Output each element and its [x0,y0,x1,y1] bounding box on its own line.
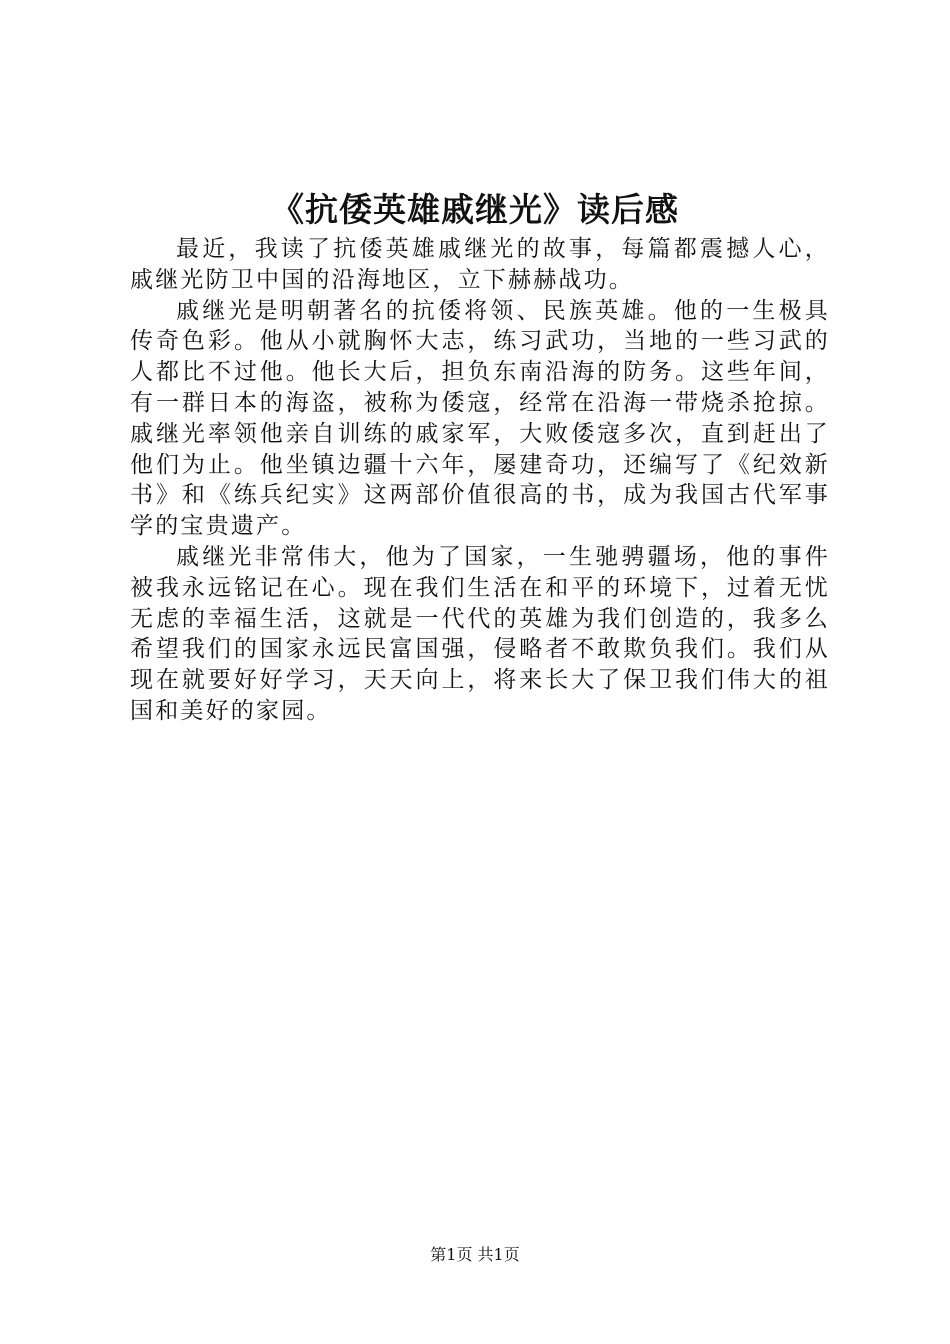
document-title: 《抗倭英雄戚继光》读后感 [271,190,679,229]
document-body [130,234,830,727]
paragraph-3: 戚继光非常伟大，他为了国家，一生驰骋疆场，他的事件被我永远铭记在心。现在我们生活在和平的环境下，过着无忧无虑的幸福生活，这就是一代代的英雄为我们创造的，我多么希望我们的国家永远民富国强，侵略者不敢欺负我们。我们从现在就要好好学习，天天向上，将来长大了保卫我们伟大的祖国和美好的家园。 [130,543,830,724]
paragraph-2: 戚继光是明朝著名的抗倭将领、民族英雄。他的一生极具传奇色彩。他从小就胸怀大志，练习武功，当地的一些习武的人都比不过他。他长大后，担负东南沿海的防务。这些年间，有一群日本的海盗，被称为倭寇，经常在沿海一带烧杀抢掠。戚继光率领他亲自训练的戚家军，大败倭寇多次，直到赶出了他们为止。他坐镇边疆十六年，屡建奇功，还编写了《纪效新书》和《练兵纪实》这两部价值很高的书，成为我国古代军事学的宝贵遗产。 [130,297,830,540]
page-footer: 第1页 共1页 [430,1245,520,1264]
paragraph-1: 最近，我读了抗倭英雄戚继光的故事，每篇都震撼人心，戚继光防卫中国的沿海地区，立下赫赫战功。 [130,236,830,293]
